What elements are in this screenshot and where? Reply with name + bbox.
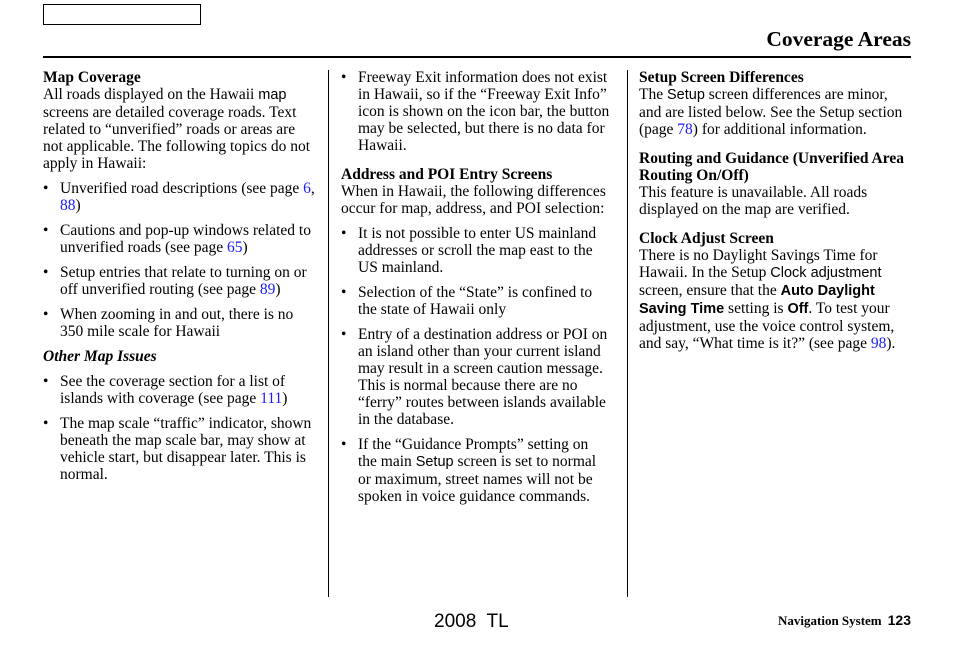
routing-guidance-heading: Routing and Guidance (Unverified Area Routing On/Off) [639,150,904,184]
column-1 [43,69,318,483]
page-link[interactable]: 78 [677,121,693,138]
footer-model: 2008 TL [434,611,509,632]
other-map-issues-heading: Other Map Issues [43,348,157,365]
address-poi-paragraph: When in Hawaii, the following differences occur for map, address, and POI selection: [341,183,606,217]
other-issues-list [43,373,318,483]
routing-guidance-paragraph: This feature is unavailable. All roads displayed on the map are verified. [639,184,868,218]
column-divider-2 [627,70,628,597]
list-item: • It is not possible to enter US mainland addresses or scroll the map east to the US mainland. [341,225,611,276]
page-link[interactable]: 89 [259,281,276,298]
setup-differences-paragraph: The Setup screen differences are minor, and are listed below. See the Setup section (page 78) for additional information. [639,86,903,138]
page-link[interactable]: 98 [870,335,887,352]
list-item: • If the “Guidance Prompts” setting on the main Setup screen is set to normal or maximum, street names will not be spoken in voice guidance commands. [341,436,611,505]
map-coverage-paragraph: All roads displayed on the Hawaii map screens are detailed coverage roads. Text related to “unverified” roads or areas are not applicable. The following topics do not apply in Hawaii: [43,86,311,172]
address-poi-heading: Address and POI Entry Screens [341,166,553,183]
page-link[interactable]: 65 [226,239,243,256]
list-item: • When zooming in and out, there is no 350 mile scale for Hawaii [43,306,318,340]
map-coverage-list [43,180,318,340]
page-link[interactable]: 6 [303,180,311,197]
column-3 [639,69,911,352]
map-coverage-heading: Map Coverage [43,69,141,86]
clock-adjust-heading: Clock Adjust Screen [639,230,774,247]
footer-section: Navigation System 123 [778,612,911,628]
setup-differences-heading: Setup Screen Differences [639,69,804,86]
page-number: 123 [887,612,911,628]
nav-box [43,4,201,25]
list-item: • Freeway Exit information does not exist in Hawaii, so if the “Freeway Exit Info” icon is shown on the icon bar, the button may be selected, but there is no data for Hawaii. [341,69,611,154]
list-item: • Unverified road descriptions (see page 6, 88) [43,180,318,214]
page-link[interactable]: 111 [260,390,283,407]
header-rule [43,56,911,58]
list-item: • Entry of a destination address or POI on an island other than your current island may result in a screen caution message. This is normal because there are no “ferry” routes between islands available in the database. [341,326,611,428]
freeway-list [341,69,611,154]
column-2 [341,69,611,505]
list-item: • Cautions and pop-up windows related to unverified roads (see page 65) [43,222,318,256]
clock-adjust-paragraph: There is no Daylight Savings Time for Hawaii. In the Setup Clock adjustment screen, ensure that the Auto Daylight Saving Time setting is Off. To test your adjustment, use the voice control system, and say, “What time is it?” (see page 98). [639,247,896,352]
column-divider-1 [328,70,329,597]
list-item: • The map scale “traffic” indicator, shown beneath the map scale bar, may show at vehicle start, but disappear later. This is normal. [43,415,318,483]
page-link[interactable]: 88 [60,197,76,214]
list-item: • Selection of the “State” is confined to the state of Hawaii only [341,284,611,318]
list-item: • See the coverage section for a list of islands with coverage (see page 111) [43,373,318,407]
page-title: Coverage Areas [766,27,911,51]
list-item: • Setup entries that relate to turning on or off unverified routing (see page 89) [43,264,318,298]
address-poi-list [341,225,611,505]
